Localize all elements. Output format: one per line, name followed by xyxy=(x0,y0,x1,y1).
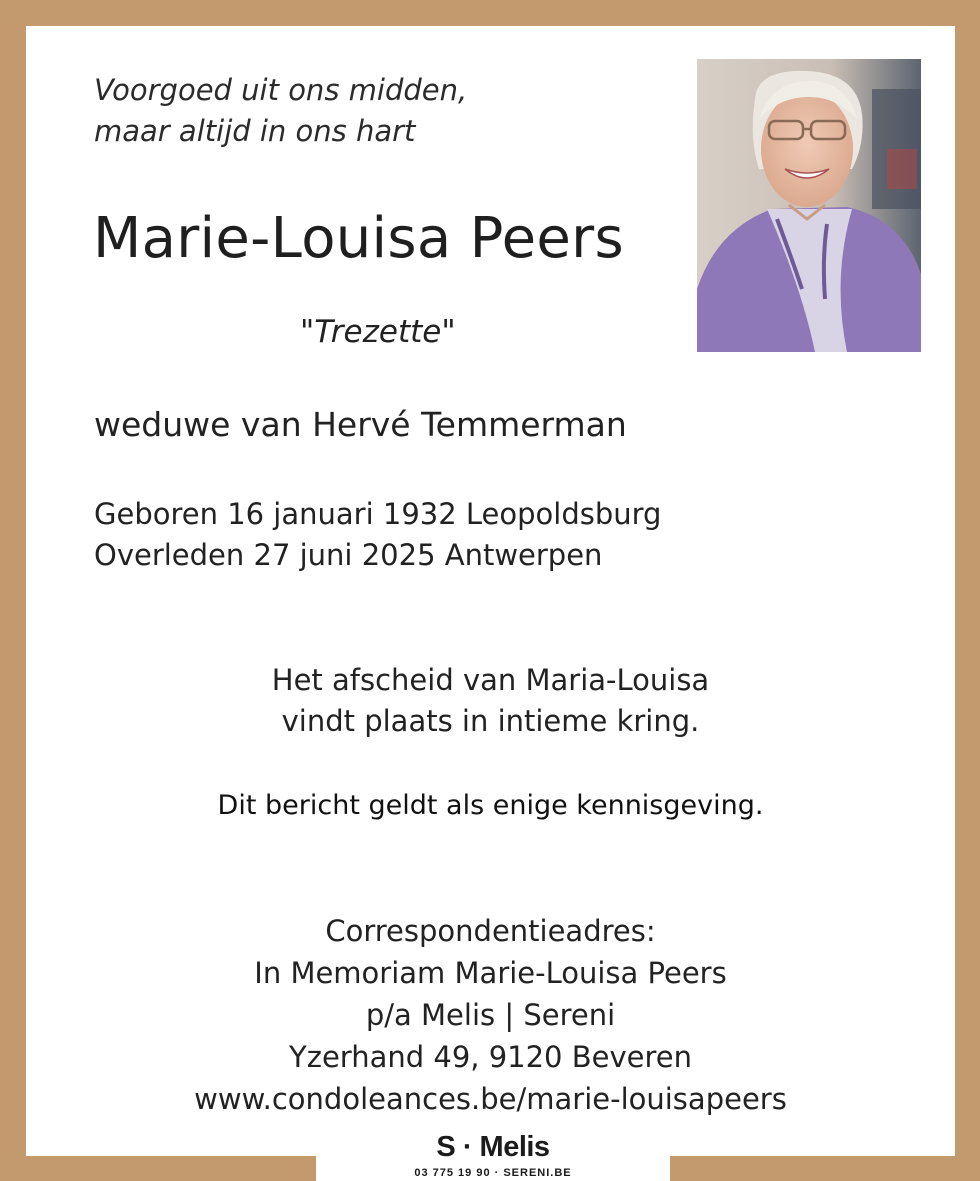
funeral-home-contact: 03 775 19 90 · SERENI.BE xyxy=(414,1167,572,1179)
motto xyxy=(94,70,467,152)
address-heading: Correspondentieadres: xyxy=(325,914,656,948)
died-date: Overleden 27 juni 2025 Antwerpen xyxy=(94,538,603,572)
motto-line-2: maar altijd in ons hart xyxy=(94,114,416,148)
notice-text: Dit bericht geldt als enige kennisgeving. xyxy=(217,790,764,821)
address-line-1: In Memoriam Marie-Louisa Peers xyxy=(254,956,727,990)
life-dates xyxy=(94,494,661,576)
motto-line-1: Voorgoed uit ons midden, xyxy=(94,73,468,107)
condolence-url[interactable]: www.condoleances.be/marie-louisapeers xyxy=(194,1082,787,1116)
born-date: Geboren 16 januari 1932 Leopoldsburg xyxy=(94,497,662,531)
deceased-name: Marie-Louisa Peers xyxy=(93,206,624,271)
nickname: "Trezette" xyxy=(300,314,456,350)
address-line-2: p/a Melis | Sereni xyxy=(365,998,616,1032)
widow-of: weduwe van Hervé Temmerman xyxy=(94,405,627,444)
correspondence-address xyxy=(26,910,955,1120)
farewell-text xyxy=(26,660,955,742)
address-line-3: Yzerhand 49, 9120 Beveren xyxy=(289,1040,692,1074)
portrait-photo xyxy=(697,59,921,352)
funeral-home-logo: S · Melis xyxy=(436,1131,550,1163)
farewell-line-2: vindt plaats in intieme kring. xyxy=(281,704,700,738)
farewell-line-1: Het afscheid van Maria-Louisa xyxy=(271,663,710,697)
